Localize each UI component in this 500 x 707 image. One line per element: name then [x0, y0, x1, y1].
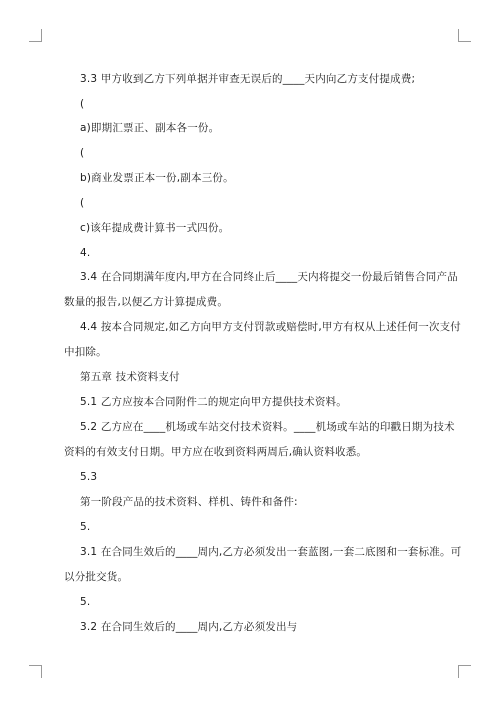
clause-5-2-continued: 资料的有效支付日期。甲方应在收到资料两周后,确认资料收悉。: [64, 446, 368, 458]
clause-5-1: 5.1 乙方应按本合同附件二的规定向甲方提供技术资料。: [80, 396, 347, 408]
section-number: 5.: [80, 596, 91, 608]
crop-mark-bottom-right: [458, 665, 471, 678]
section-number: 4.: [80, 247, 91, 259]
clause-5-2: 5.2 乙方应在____机场或车站交付技术资料。____机场或车站的印戳日期为技术: [80, 421, 455, 433]
clause-3-3: 3.3 甲方收到乙方下列单据并审查无误后的____天内向乙方支付提成费;: [80, 73, 416, 85]
crop-mark-top-left: [29, 29, 42, 42]
clause-3-2: 3.2 在合同生效后的____周内,乙方必须发出与: [80, 621, 298, 633]
chapter-heading: 第五章 技术资料支付: [80, 371, 180, 383]
stage-one-heading: 第一阶段产品的技术资料、样机、铸件和备件:: [80, 496, 298, 508]
item-c: c)该年提成费计算书一式四份。: [80, 222, 230, 234]
clause-3-1: 3.1 在合同生效后的____周内,乙方必须发出一套蓝图,一套二底图和一套标准。可: [80, 546, 462, 558]
clause-5-3: 5.3: [80, 471, 98, 483]
crop-mark-bottom-left: [29, 665, 42, 678]
crop-mark-top-right: [458, 29, 471, 42]
paren-marker: (: [80, 98, 85, 110]
section-number: 5.: [80, 521, 91, 533]
clause-4-4-continued: 中扣除。: [64, 346, 107, 358]
item-a: a)即期汇票正、副本各一份。: [80, 122, 220, 134]
item-b: b)商业发票正本一份,副本三份。: [80, 172, 234, 184]
clause-3-4: 3.4 在合同期满年度内,甲方在合同终止后____天内将提交一份最后销售合同产品: [80, 271, 458, 283]
clause-3-1-continued: 以分批交货。: [64, 571, 129, 583]
clause-4-4: 4.4 按本合同规定,如乙方向甲方支付罚款或赔偿时,甲方有权从上述任何一次支付: [80, 321, 462, 333]
paren-marker: (: [80, 197, 85, 209]
clause-3-4-continued: 数量的报告,以便乙方计算提成费。: [64, 296, 229, 308]
paren-marker: (: [80, 147, 85, 159]
